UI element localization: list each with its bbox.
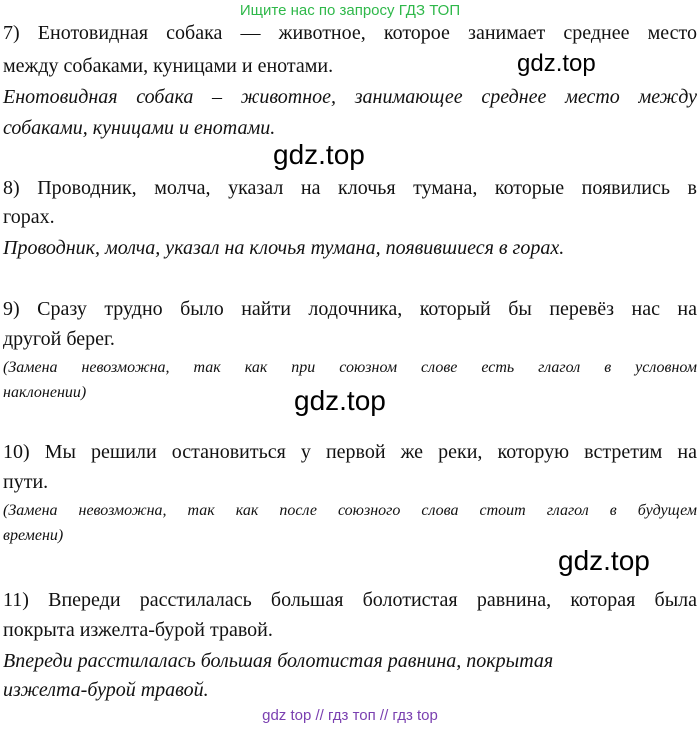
sentence-9-line-1: 9) Сразу трудно было найти лодочника, который бы перевёз нас на [3,298,697,320]
sentence-10-line-1: 10) Мы решили остановиться у первой же реки, которую встретим на [3,441,697,463]
note-9-line-1: (Замена невозможна, так как при союзном слове есть глагол в условном [3,359,697,376]
answer-7-line-1: Енотовидная собака – животное, занимающее среднее место между [3,86,697,108]
answer-8-line-1: Проводник, молча, указал на клочья тумана, появившиеся в горах. [3,237,565,259]
watermark: gdz.top [558,545,650,576]
sentence-10-line-2: пути. [3,471,49,493]
note-10-line-1: (Замена невозможна, так как после союзного слова стоит глагол в будущем [3,502,697,519]
sentence-8-line-2: горах. [3,206,55,228]
sentence-11-line-1: 11) Впереди расстилалась большая болотистая равнина, которая была [3,589,697,611]
note-9-line-2: наклонении) [3,384,87,401]
sentence-9-line-2: другой берег. [3,328,115,350]
sentence-11-line-2: покрыта изжелта-бурой травой. [3,619,273,641]
answer-11-line-1: Впереди расстилалась большая болотистая равнина, покрытая [3,650,554,672]
watermark: gdz.top [294,385,386,416]
header-link[interactable]: Ищите нас по запросу ГДЗ ТОП [239,2,461,19]
sentence-7-line-1: 7) Енотовидная собака — животное, которое занимает среднее место [3,22,697,44]
watermark: gdz.top [517,50,596,77]
sentence-8-line-1: 8) Проводник, молча, указал на клочья тумана, которые появились в [3,177,697,199]
answer-11-line-2: изжелта-бурой травой. [3,679,209,701]
note-10-line-2: времени) [3,527,64,544]
sentence-7-line-2: между собаками, куницами и енотами. [3,55,334,77]
footer-links[interactable]: gdz top // гдз топ // гдз top [262,707,438,724]
watermark: gdz.top [273,139,365,170]
answer-7-line-2: собаками, куницами и енотами. [3,117,276,139]
